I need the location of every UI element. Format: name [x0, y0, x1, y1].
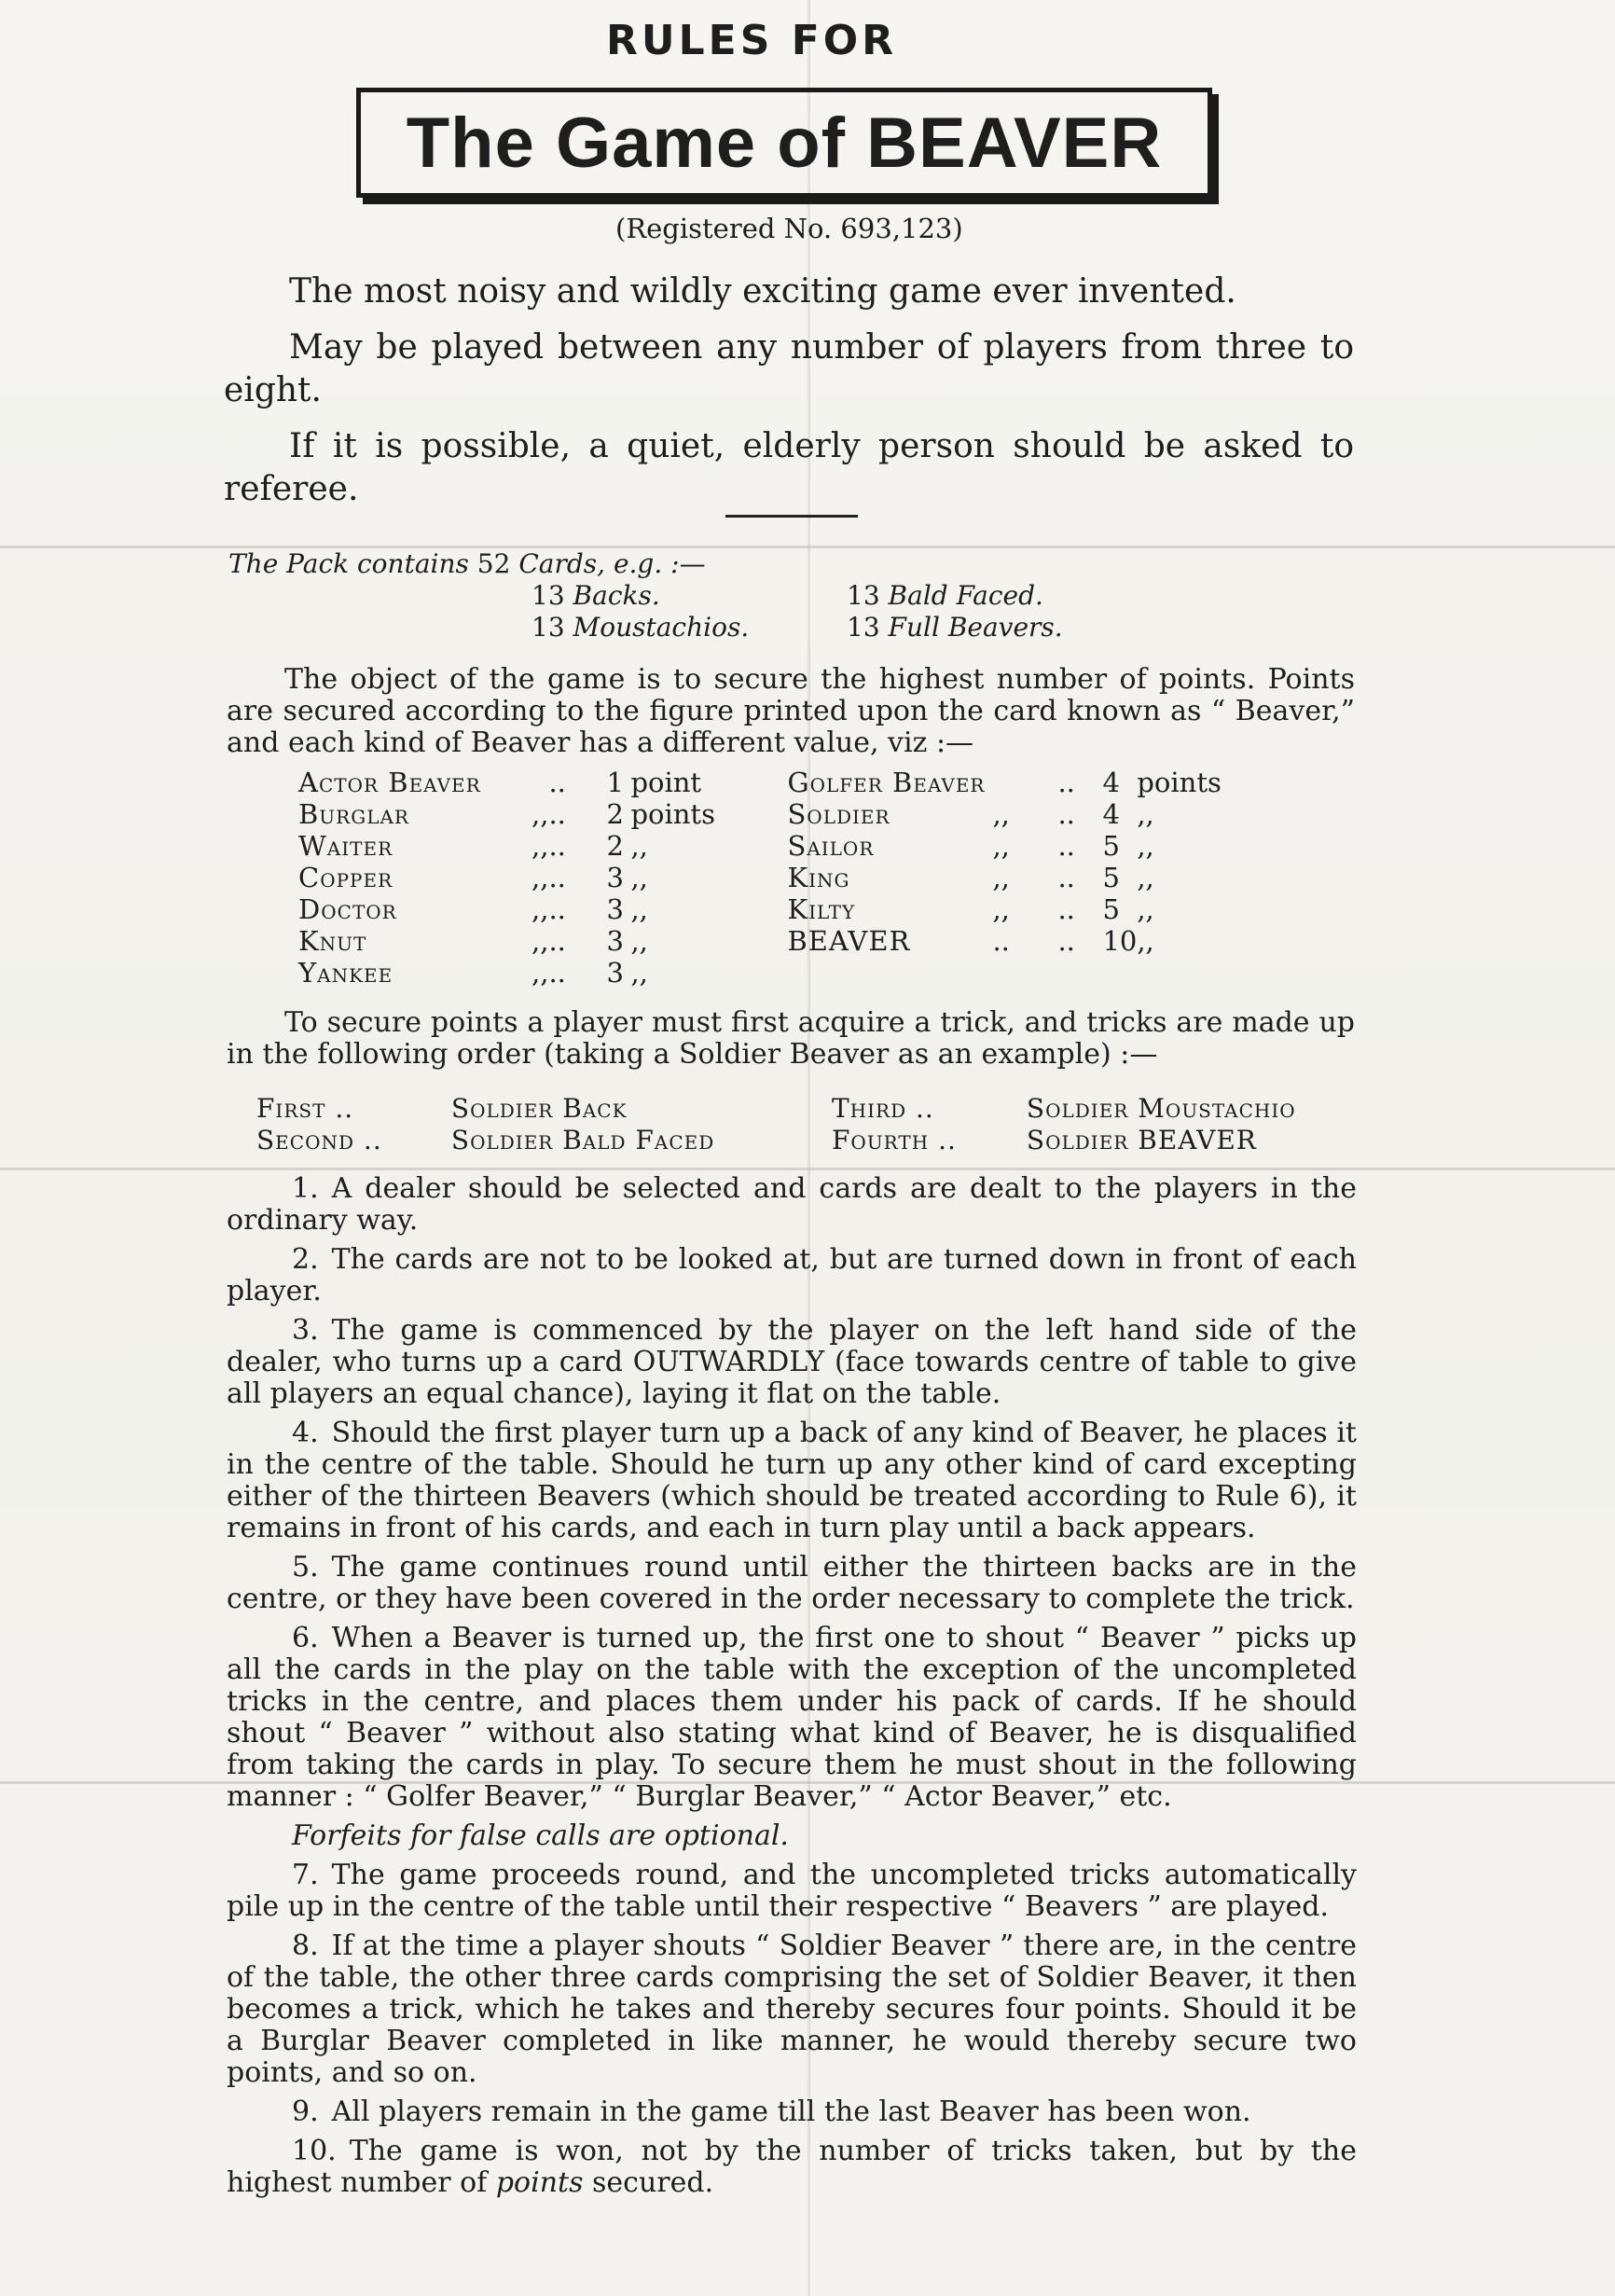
rule-text: A dealer should be selected and cards are dealt to the players in the ordinary way. [227, 1172, 1357, 1237]
tricks-intro: To secure points a player must first acquire a trick, and tricks are made up in the following order (taking a Soldier Beaver as an example) :— [227, 1006, 1355, 1071]
intro-line: May be played between any number of players from three to eight. [224, 328, 1354, 409]
pack-item [531, 580, 660, 611]
trick-order: Third .. [832, 1093, 934, 1124]
ditto [531, 767, 548, 798]
point-unit: ,, [1137, 830, 1154, 862]
point-value: 10 [1102, 925, 1138, 957]
pack-item-count: 13 [531, 612, 565, 643]
beaver-name: Soldier [787, 798, 890, 830]
rule-item [227, 1860, 1357, 1923]
pack-intro [228, 548, 706, 579]
rule-number: 10. [292, 2135, 337, 2167]
beaver-name: Knut [298, 925, 367, 957]
rule-item [227, 1315, 1357, 1410]
rule-item [227, 1623, 1357, 1813]
point-unit: ,, [630, 957, 648, 989]
rule-text: If at the time a player shouts “ Soldier Beaver ” there are, in the centre of the table, the other three cards comprising the set of Soldier Beaver, it then becomes a trick, which he takes and thereby secures four points. Should it be a Burglar Beaver completed in like manner, he would thereby secure two points, and so on. [227, 1929, 1357, 2089]
beaver-name: Kilty [787, 893, 856, 925]
leader-dots: .. [548, 862, 566, 893]
table-row [298, 862, 1222, 893]
trick-order: First .. [256, 1093, 354, 1124]
rule-text: The game is won, not by the number of tricks taken, but by the highest number of [227, 2135, 1357, 2199]
point-unit: ,, [1137, 925, 1154, 957]
leader-dots: .. [548, 767, 566, 798]
rule-text: All players remain in the game till the last Beaver has been won. [331, 2095, 1251, 2128]
trick-order: Second .. [256, 1125, 382, 1155]
leader-dots: .. [548, 830, 566, 862]
trick-order: Fourth .. [832, 1125, 957, 1155]
rule-item [227, 1173, 1357, 1237]
beaver-name: Sailor [787, 830, 875, 862]
table-row [298, 767, 1222, 798]
trick-entry [256, 1125, 714, 1155]
beaver-name: Doctor [298, 893, 397, 925]
rule-item [227, 2136, 1357, 2199]
point-value: 3 [606, 862, 624, 893]
point-unit: ,, [630, 862, 648, 893]
table-row [298, 798, 1222, 830]
table-row [298, 893, 1222, 925]
rule-item [227, 1418, 1357, 1544]
pack-item [847, 612, 1063, 643]
point-unit: ,, [630, 925, 648, 957]
pack-item-name: Backs. [573, 580, 660, 611]
rule-number: 6. [292, 1622, 319, 1654]
point-unit: ,, [1137, 798, 1154, 830]
point-unit: ,, [630, 893, 648, 925]
point-value: 1 [606, 767, 624, 798]
rule-number: 4. [292, 1417, 319, 1449]
ditto: ,, [531, 957, 549, 989]
leader-dots: .. [1057, 893, 1075, 925]
beaver-name: BEAVER [787, 925, 911, 957]
rule-text: secured. [592, 2166, 714, 2199]
pack-item-name: Moustachios. [573, 612, 750, 643]
leader-dots: .. [548, 798, 566, 830]
rule-number: 5. [292, 1551, 319, 1584]
pack-item-name: Full Beavers. [888, 612, 1063, 643]
rule-text-emphasis: points [495, 2166, 584, 2199]
rule-text: The game proceeds round, and the uncompleted tricks automatically pile up in the centre of the table until their respective “ Beavers ” are played. [227, 1859, 1357, 1923]
pack-item-count: 13 [531, 580, 565, 611]
trick-card: Soldier BEAVER [1026, 1125, 1257, 1155]
ditto: .. [992, 925, 1010, 957]
rules-for-heading: RULES FOR [606, 17, 898, 64]
point-value: 4 [1102, 798, 1120, 830]
ditto [992, 767, 1057, 798]
leader-dots: .. [548, 893, 566, 925]
point-value: 4 [1102, 767, 1120, 798]
pack-item-count: 13 [847, 580, 880, 611]
rule-number: 1. [292, 1172, 319, 1205]
point-value: 3 [606, 925, 624, 957]
trick-card: Soldier Bald Faced [450, 1125, 715, 1155]
table-row [298, 830, 1222, 862]
ditto: ,, [531, 862, 549, 893]
ditto: ,, [992, 862, 1010, 893]
point-unit: ,, [1137, 862, 1154, 893]
leader-dots: .. [1057, 925, 1075, 957]
rule-text: Should the first player turn up a back of any kind of Beaver, he places it in the centre of the table. Should he turn up any other kind of card excepting either of the thirteen Beavers (which should be treated according to Rule 6), it remains in front of his cards, and each in turn play until a back appears. [227, 1417, 1357, 1544]
ditto: ,, [531, 893, 549, 925]
ditto: ,, [992, 798, 1010, 830]
trick-entry [832, 1093, 1296, 1124]
pack-item-name: Bald Faced. [888, 580, 1043, 611]
rule-item [227, 2096, 1357, 2128]
rule-item [227, 1930, 1357, 2089]
pack-intro-text: The Pack contains [228, 548, 469, 579]
page-title: The Game of BEAVER [406, 103, 1163, 183]
point-value: 5 [1102, 830, 1120, 862]
beaver-name: Waiter [298, 830, 393, 862]
table-row [298, 957, 1222, 989]
rule-number: 7. [292, 1859, 319, 1891]
pack-item-count: 13 [847, 612, 880, 643]
rule-text: The game is commenced by the player on the left hand side of the dealer, who turns up a card OUTWARDLY (face towards centre of table to give all players an equal chance), laying it flat on the table. [227, 1314, 1357, 1410]
point-unit: ,, [1137, 893, 1154, 925]
beaver-name: King [787, 862, 850, 893]
beaver-name: Burglar [298, 798, 409, 830]
rule-number: 2. [292, 1243, 319, 1276]
ditto: ,, [992, 893, 1010, 925]
beaver-name: Actor Beaver [298, 767, 481, 798]
leader-dots: .. [1057, 798, 1075, 830]
leader-dots: .. [548, 957, 566, 989]
ditto: ,, [531, 830, 549, 862]
beaver-name: Yankee [298, 957, 393, 989]
objective-text: The object of the game is to secure the highest number of points. Points are secured according to the figure printed upon the card known as “ Beaver,” and each kind of Beaver has a different value, viz :— [227, 663, 1355, 759]
ditto: ,, [531, 798, 549, 830]
rule-text: The cards are not to be looked at, but are turned down in front of each player. [227, 1243, 1357, 1307]
point-unit: points [630, 798, 715, 830]
table-row [298, 925, 1222, 957]
points-table [298, 767, 1222, 989]
forfeits-note: Forfeits for false calls are optional. [292, 1819, 789, 1852]
leader-dots: .. [1057, 830, 1075, 862]
objective-paragraph [227, 664, 1355, 759]
divider [725, 515, 858, 518]
intro-line: The most noisy and wildly exciting game ever invented. [289, 272, 1236, 311]
registration-number: (Registered No. 693,123) [615, 213, 963, 244]
rule-number: 9. [292, 2095, 319, 2128]
point-value: 3 [606, 957, 624, 989]
pack-intro-tail: Cards, e.g. :— [518, 548, 706, 579]
trick-card: Soldier Back [450, 1093, 628, 1124]
point-unit: point [630, 767, 702, 798]
leader-dots: .. [1057, 767, 1075, 798]
ditto: ,, [992, 830, 1010, 862]
pack-item [847, 580, 1043, 611]
trick-entry [832, 1125, 1257, 1155]
point-unit: points [1137, 767, 1222, 798]
point-value: 2 [606, 830, 624, 862]
ditto: ,, [531, 925, 549, 957]
leader-dots: .. [548, 925, 566, 957]
point-unit: ,, [630, 830, 648, 862]
title-box [356, 88, 1212, 198]
pack-item [531, 612, 749, 643]
rule-item [227, 1552, 1357, 1615]
leader-dots: .. [1057, 862, 1075, 893]
trick-entry [256, 1093, 628, 1124]
beaver-name: Golfer Beaver [787, 767, 986, 798]
pack-count: 52 [476, 548, 511, 579]
rule-number: 8. [292, 1929, 319, 1962]
rule-item [227, 1244, 1357, 1307]
intro-line: If it is possible, a quiet, elderly person should be asked to referee. [224, 427, 1354, 508]
point-value: 3 [606, 893, 624, 925]
intro [224, 270, 1354, 524]
point-value: 5 [1102, 893, 1120, 925]
point-value: 2 [606, 798, 624, 830]
trick-card: Soldier Moustachio [1026, 1093, 1296, 1124]
point-value: 5 [1102, 862, 1120, 893]
rule-number: 3. [292, 1314, 319, 1347]
rule-text: When a Beaver is turned up, the first one to shout “ Beaver ” picks up all the cards in the play on the table with the exception of the uncompleted tricks in the centre, and places them under his pack of cards. If he should shout “ Beaver ” without also stating what kind of Beaver, he is disqualified from taking the cards in play. To secure them he must shout in the following manner : “ Golfer Beaver,” “ Burglar Beaver,” “ Actor Beaver,” etc. [227, 1622, 1357, 1813]
rule-text: The game continues round until either the thirteen backs are in the centre, or they have been covered in the order necessary to complete the trick. [227, 1551, 1357, 1615]
beaver-name: Copper [298, 862, 393, 893]
rules-list [227, 1173, 1357, 2206]
